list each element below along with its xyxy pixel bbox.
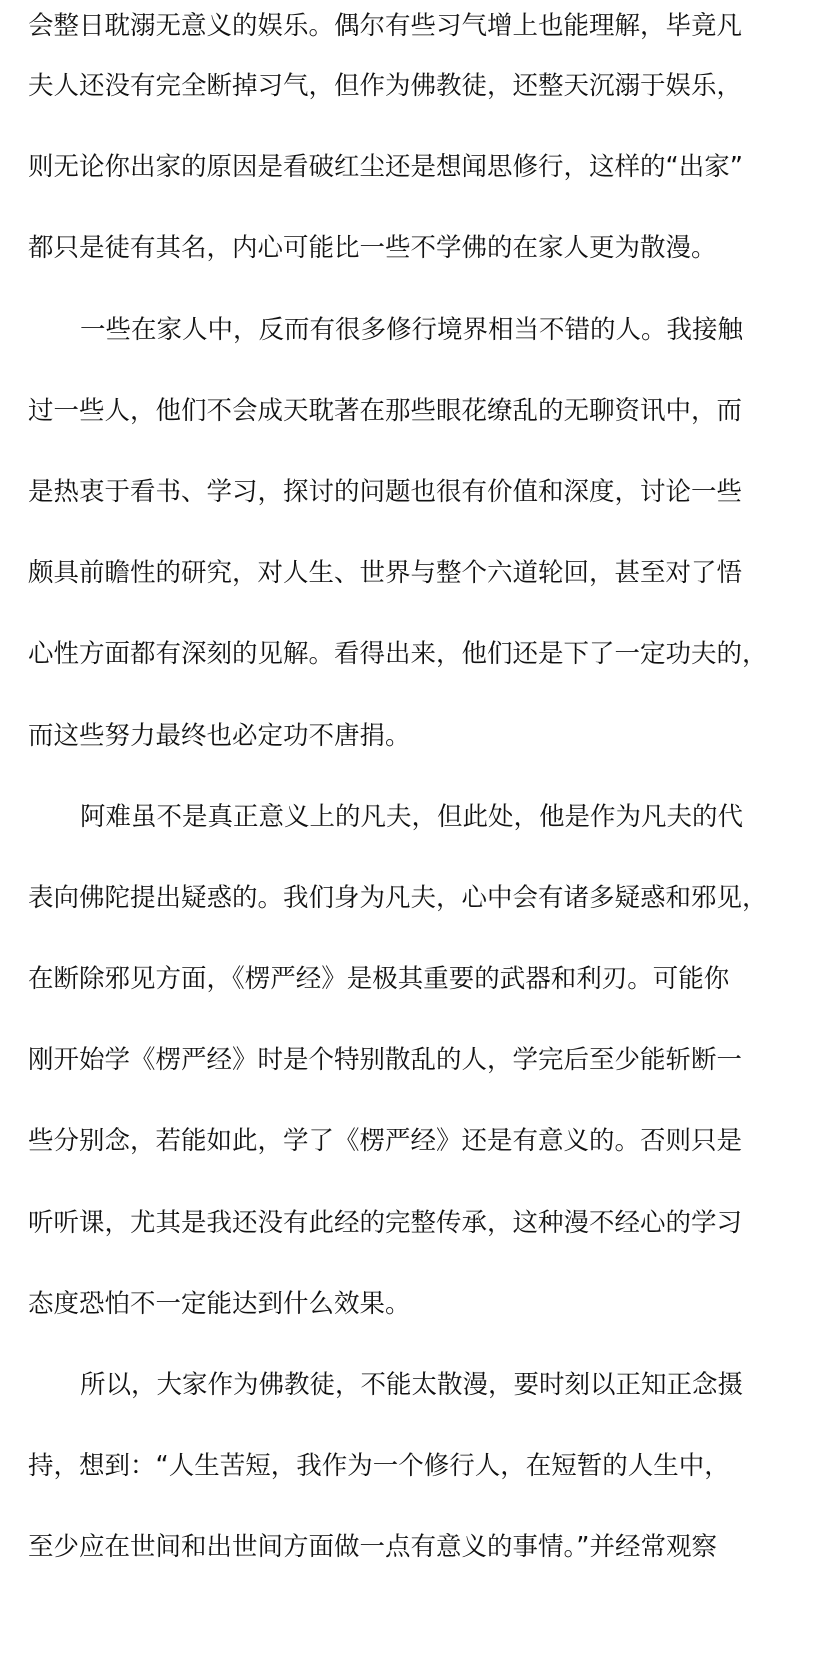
text-line: 是热衷于看书、学习，探讨的问题也很有价值和深度，讨论一些 — [28, 476, 743, 507]
text-line: 心性方面都有深刻的见解。看得出来，他们还是下了一定功夫的， — [28, 639, 768, 670]
text-line: 至少应在世间和出世间方面做一点有意义的事情。”并经常观察 — [28, 1532, 717, 1563]
text-line: 些分别念，若能如此，学了《楞严经》还是有意义的。否则只是 — [28, 1126, 743, 1157]
text-line: 夫人还没有完全断掉习气，但作为佛教徒，还整天沉溺于娱乐， — [28, 71, 743, 101]
text-line: 在断除邪见方面，《楞严经》是极其重要的武器和利刃。可能你 — [28, 964, 730, 995]
text-line: 颇具前瞻性的研究，对人生、世界与整个六道轮回，甚至对了悟 — [28, 558, 743, 589]
text-line: 态度恐怕不一定能达到什么效果。 — [28, 1288, 411, 1319]
text-line: 持，想到：“人生苦短，我作为一个修行人，在短暂的人生中， — [28, 1451, 730, 1482]
paragraph-first-line: 一些在家人中，反而有很多修行境界相当不错的人。我接触 — [80, 314, 744, 345]
text-line: 会整日耽溺无意义的娱乐。偶尔有些习气增上也能理解，毕竟凡 — [28, 11, 743, 41]
text-line: 则无论你出家的原因是看破红尘还是想闻思修行，这样的“出家” — [28, 152, 743, 183]
paragraph-first-line: 所以，大家作为佛教徒，不能太散漫，要时刻以正知正念摄 — [80, 1370, 744, 1400]
text-line: 过一些人，他们不会成天耽著在那些眼花缭乱的无聊资讯中，而 — [28, 395, 743, 426]
text-line: 而这些努力最终也必定功不唐捐。 — [28, 720, 411, 751]
text-line: 都只是徒有其名，内心可能比一些不学佛的在家人更为散漫。 — [28, 233, 717, 264]
text-line: 表向佛陀提出疑惑的。我们身为凡夫，心中会有诸多疑惑和邪见， — [28, 882, 768, 913]
text-line: 听听课，尤其是我还没有此经的完整传承，这种漫不经心的学习 — [28, 1207, 743, 1238]
body-text — [28, 0, 818, 1589]
paragraph-first-line: 阿难虽不是真正意义上的凡夫，但此处，他是作为凡夫的代 — [80, 801, 744, 832]
text-line: 刚开始学《楞严经》时是个特别散乱的人，学完后至少能斩断一 — [28, 1045, 743, 1076]
